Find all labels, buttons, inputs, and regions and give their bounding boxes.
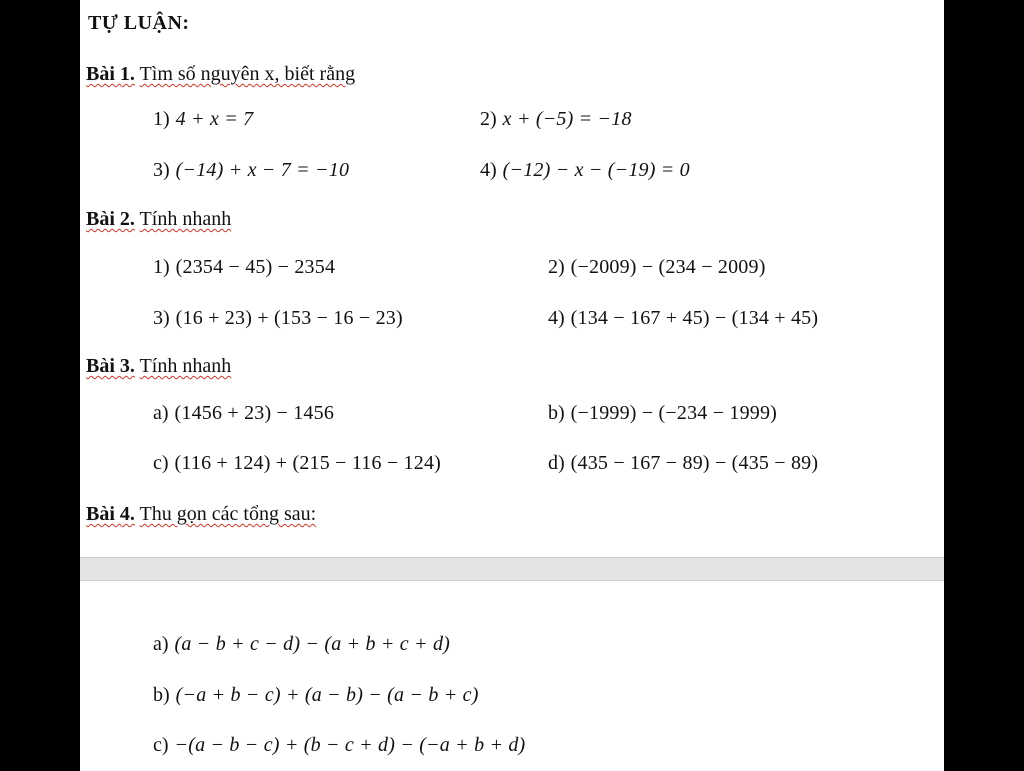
- exercise-2-item-1: 1) (2354 − 45) − 2354: [153, 256, 336, 278]
- document-page: [80, 0, 944, 771]
- exercise-2-item-3: 3) (16 + 23) + (153 − 16 − 23): [153, 307, 403, 329]
- exercise-3-label: Bài 3.: [86, 355, 135, 377]
- exercise-3-item-c: c) (116 + 124) + (215 − 116 − 124): [153, 452, 442, 474]
- exercise-1-title: [86, 63, 355, 86]
- page-break-gap: [80, 557, 944, 581]
- exercise-4-text: Thu gọn các tổng sau:: [139, 503, 317, 525]
- exercise-1-item-4: 4) (−12) − x − (−19) = 0: [480, 159, 690, 181]
- exercise-2-item-4: 4) (134 − 167 + 45) − (134 + 45): [548, 307, 819, 329]
- exercise-1-item-2: 2) x + (−5) = −18: [480, 108, 632, 130]
- exercise-3-item-b: b) (−1999) − (−234 − 1999): [548, 402, 778, 424]
- exercise-4-item-c: c) −(a − b − c) + (b − c + d) − (−a + b + d): [153, 734, 526, 756]
- exercise-3-title: [86, 355, 231, 378]
- exercise-3-item-a: a) (1456 + 23) − 1456: [153, 402, 335, 424]
- exercise-3-text: Tính nhanh: [139, 355, 232, 377]
- exercise-2-label: Bài 2.: [86, 208, 135, 230]
- exercise-1-text: Tìm số nguyên x, biết rằng: [139, 63, 356, 85]
- exercise-4-item-b: b) (−a + b − c) + (a − b) − (a − b + c): [153, 684, 479, 706]
- exercise-2-title: [86, 208, 231, 231]
- exercise-1-item-3: 3) (−14) + x − 7 = −10: [153, 159, 350, 181]
- exercise-4-title: [86, 503, 316, 526]
- exercise-2-text: Tính nhanh: [139, 208, 232, 230]
- exercise-2-item-2: 2) (−2009) − (234 − 2009): [548, 256, 766, 278]
- section-heading: TỰ LUẬN:: [88, 12, 190, 34]
- exercise-1-label: Bài 1.: [86, 63, 135, 85]
- exercise-3-item-d: d) (435 − 167 − 89) − (435 − 89): [548, 452, 819, 474]
- exercise-1-item-1: 1) 4 + x = 7: [153, 108, 254, 130]
- exercise-4-item-a: a) (a − b + c − d) − (a + b + c + d): [153, 633, 451, 655]
- exercise-4-label: Bài 4.: [86, 503, 135, 525]
